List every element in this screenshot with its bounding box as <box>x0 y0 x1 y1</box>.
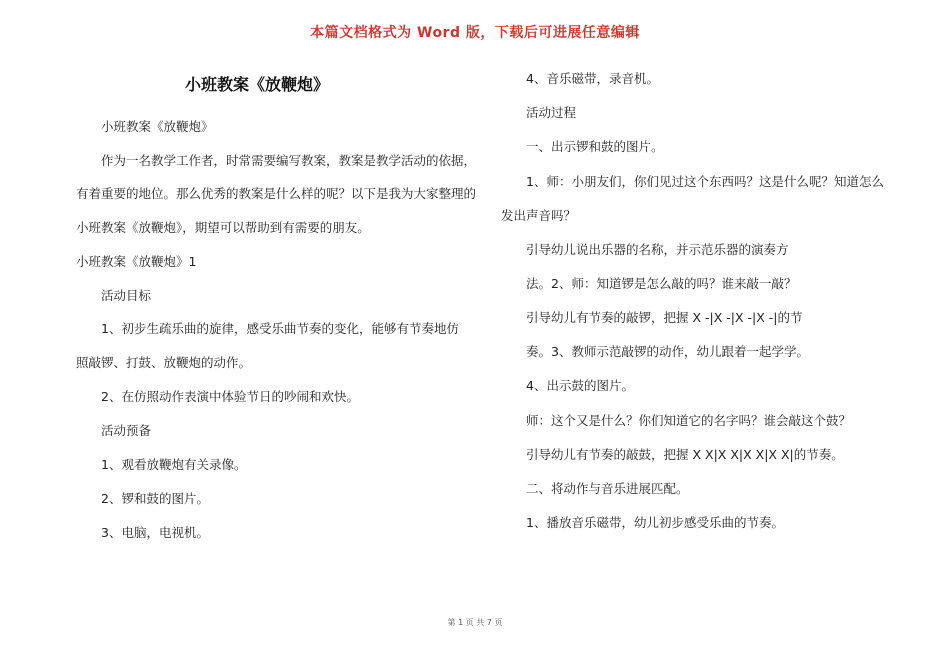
paragraph-line: 一、出示锣和鼓的图片。 <box>526 139 664 154</box>
paragraph-line: 小班教案《放鞭炮》 <box>101 119 214 134</box>
paragraph-line: 2、锣和鼓的图片。 <box>101 491 209 506</box>
paragraph-line: 作为一名教学工作者，时常需要编写教案，教案是教学活动的依据， <box>101 153 477 168</box>
paragraph-line: 3、电脑，电视机。 <box>101 525 209 540</box>
paragraph-line: 1、师：小朋友们，你们见过这个东西吗？这是什么呢？知道怎么 <box>526 174 884 189</box>
document-title: 小班教案《放鞭炮》 <box>185 75 330 94</box>
paragraph-line: 4、出示鼓的图片。 <box>526 378 634 393</box>
paragraph-line: 1、观看放鞭炮有关录像。 <box>101 457 247 472</box>
paragraph-line: 发出声音吗？ <box>501 208 577 223</box>
section-heading: 小班教案《放鞭炮》1 <box>76 254 197 269</box>
paragraph-line: 1、播放音乐磁带，幼儿初步感受乐曲的节奏。 <box>526 515 784 530</box>
page-number: 第 1 页 共 7 页 <box>447 618 503 627</box>
paragraph-line: 1、初步生疏乐曲的旋律，感受乐曲节奏的变化，能够有节奏地仿 <box>101 321 459 336</box>
paragraph-line: 4、音乐磁带，录音机。 <box>526 71 659 86</box>
paragraph-line: 法。2、师：知道锣是怎么敲的吗？谁来敲一敲？ <box>526 276 797 291</box>
section-heading: 活动目标 <box>101 288 152 303</box>
paragraph-line: 引导幼儿有节奏的敲锣，把握 X -|X -|X -|X -|的节 <box>526 310 803 325</box>
paragraph-line: 有着重要的地位。那么优秀的教案是什么样的呢？以下是我为大家整理的 <box>76 186 477 201</box>
format-banner: 本篇文档格式为 Word 版，下载后可进展任意编辑 <box>310 25 640 41</box>
section-heading: 活动预备 <box>101 423 152 438</box>
section-heading: 二、将动作与音乐进展匹配。 <box>526 481 689 496</box>
paragraph-line: 2、在仿照动作表演中体验节日的吵闹和欢快。 <box>101 389 359 404</box>
section-heading: 活动过程 <box>526 105 577 120</box>
paragraph-line: 引导幼儿有节奏的敲鼓，把握 X X|X X|X X|X X|的节奏。 <box>526 447 844 462</box>
paragraph-line: 引导幼儿说出乐器的名称，并示范乐器的演奏方 <box>526 242 789 257</box>
paragraph-line: 小班教案《放鞭炮》，期望可以帮助到有需要的朋友。 <box>76 220 370 235</box>
paragraph-line: 照敲锣、打鼓、放鞭炮的动作。 <box>76 355 252 370</box>
paragraph-line: 奏。3、教师示范敲锣的动作，幼儿跟着一起学学。 <box>526 344 809 359</box>
paragraph-line: 师：这个又是什么？你们知道它的名字吗？谁会敲这个鼓？ <box>526 413 852 428</box>
